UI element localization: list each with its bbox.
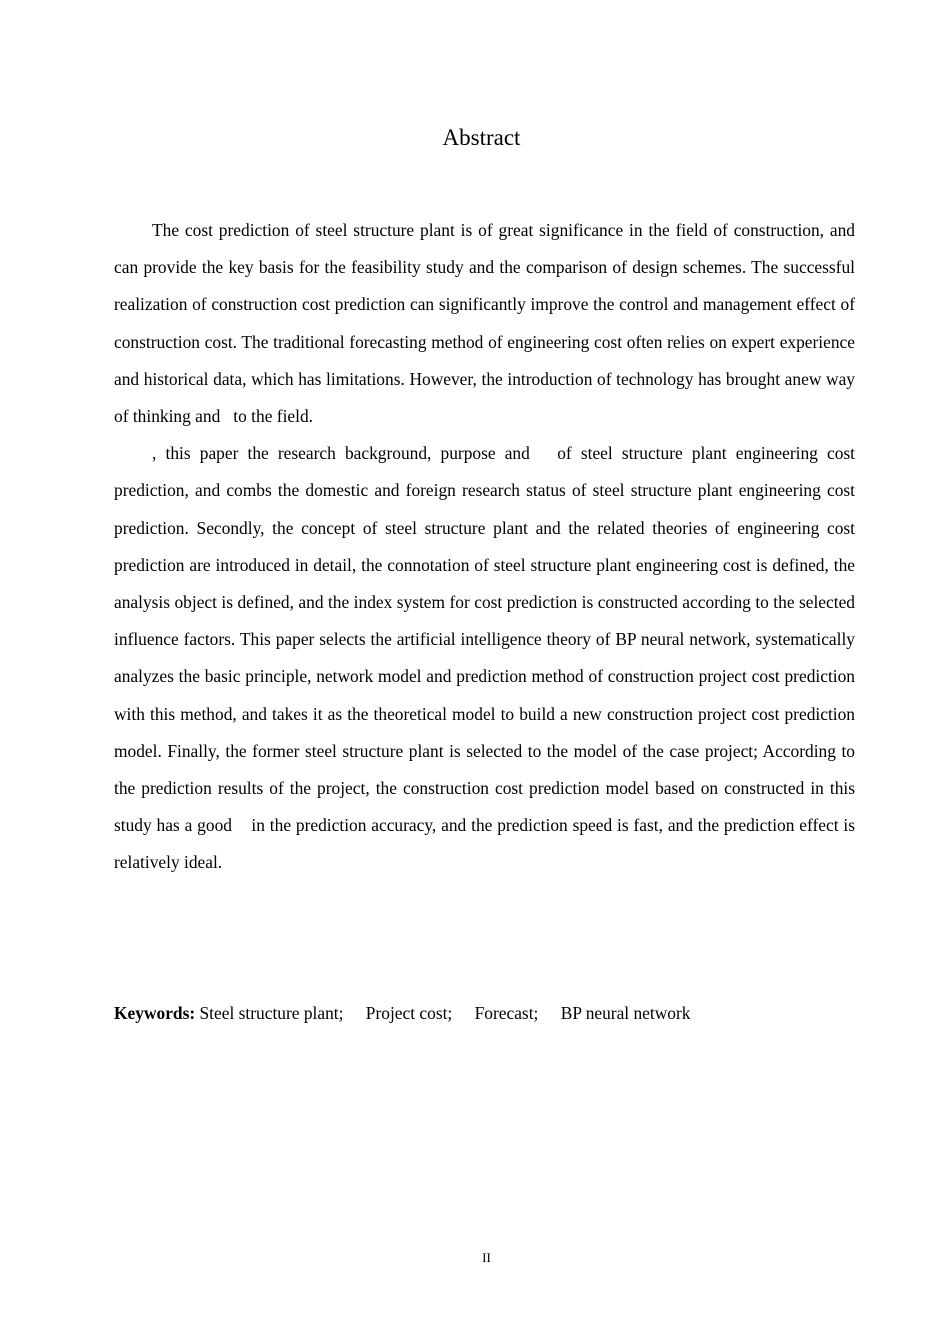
keywords-label: Keywords:	[114, 1003, 196, 1023]
keywords-line	[114, 995, 855, 1032]
abstract-title: Abstract	[442, 125, 521, 150]
keywords-list	[200, 1003, 691, 1023]
keyword-item: BP neural network	[560, 1003, 691, 1023]
page-number: II	[482, 1250, 491, 1265]
keyword-item: Steel structure plant;	[199, 1003, 344, 1023]
keyword-item: Project cost;	[365, 1003, 453, 1023]
abstract-paragraph-1: The cost prediction of steel structure plant is of great significance in the field of construction, and can provide the key basis for the feasibility study and the comparison of design schemes. The successful realization of construction cost prediction can significantly improve the control and management effect of construction cost. The traditional forecasting method of engineering cost often relies on expert experience and historical data, which has limitations. However, the introduction of technology has brought anew way of thinking and to the field.	[114, 220, 855, 427]
keyword-item: Forecast;	[474, 1003, 539, 1023]
abstract-body	[114, 212, 855, 882]
abstract-paragraph-2: , this paper the research background, purpose and of steel structure plant engineering cost prediction, and combs the domestic and foreign research status of steel structure plant engineering cost prediction. Secondly, the concept of steel structure plant and the related theories of engineering cost prediction are introduced in detail, the connotation of steel structure plant engineering cost is defined, the analysis object is defined, and the index system for cost prediction is constructed according to the selected influence factors. This paper selects the artificial intelligence theory of BP neural network, systematically analyzes the basic principle, network model and prediction method of construction project cost prediction with this method, and takes it as the theoretical model to build a new construction project cost prediction model. Finally, the former steel structure plant is selected to the model of the case project; According to the prediction results of the project, the construction cost prediction model based on constructed in this study has a good in the prediction accuracy, and the prediction speed is fast, and the prediction effect is relatively ideal.	[114, 443, 855, 873]
